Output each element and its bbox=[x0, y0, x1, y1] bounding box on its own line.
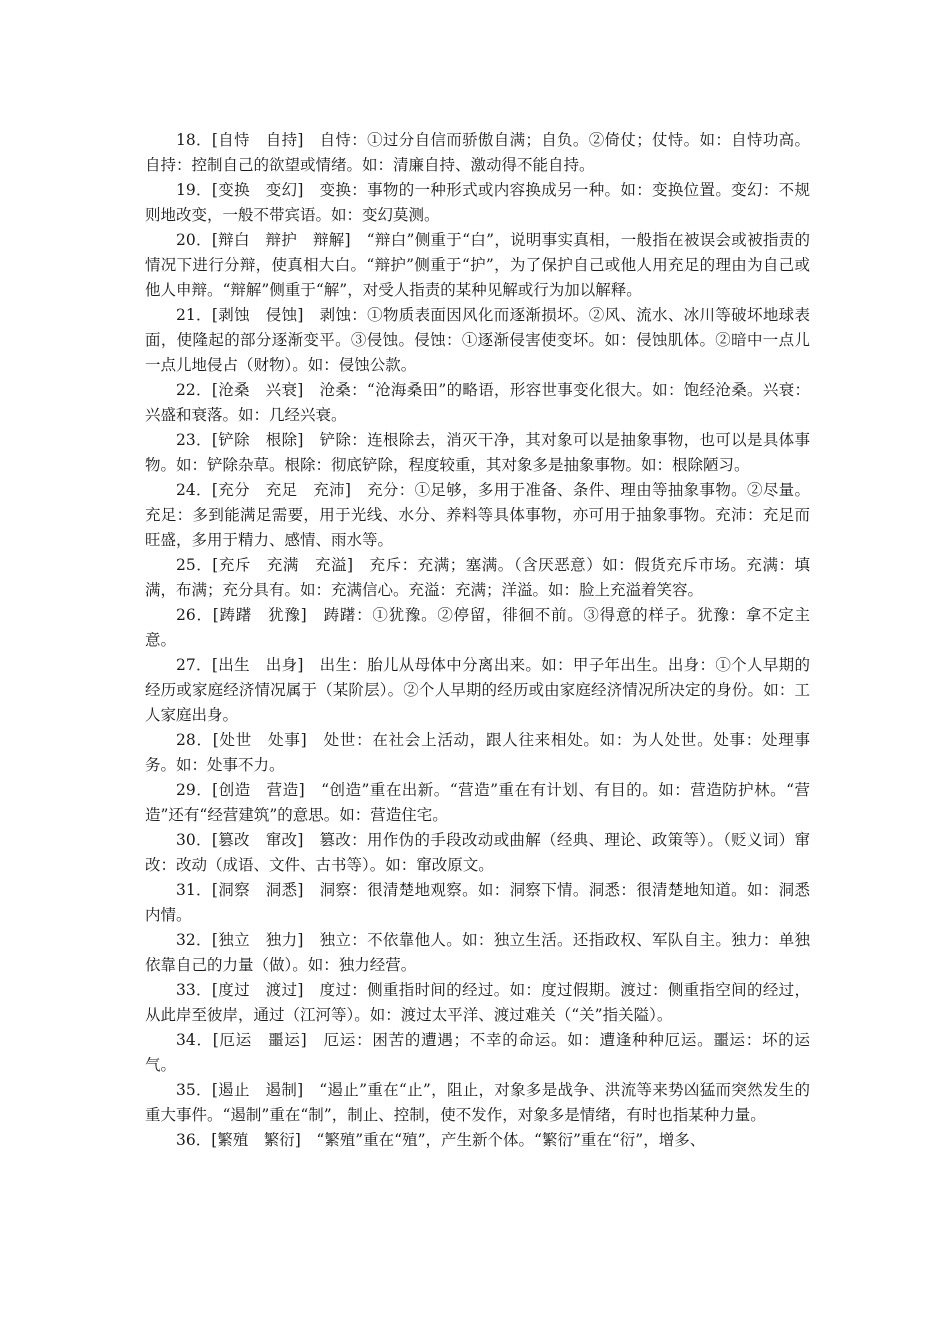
entry-33: 33．[度过 渡过] 度过：侧重指时间的经过。如：度过假期。渡过：侧重指空间的经过，从此岸至彼岸，通过（江河等）。如：渡过太平洋、渡过难关（“关”指关隘）。 bbox=[145, 981, 810, 1024]
entry-35: 35．[遏止 遏制] “遏止”重在“止”，阻止，对象多是战争、洪流等来势凶猛而突然发生的重大事件。“遏制”重在“制”，制止、控制，使不发作，对象多是情绪，有时也指某种力量。 bbox=[145, 1081, 810, 1124]
entry-27: 27．[出生 出身] 出生：胎儿从母体中分离出来。如：甲子年出生。出身：①个人早期的经历或家庭经济情况属于（某阶层）。②个人早期的经历或由家庭经济情况所决定的身份。如：工人家庭出身。 bbox=[145, 656, 810, 724]
entry-31: 31．[洞察 洞悉] 洞察：很清楚地观察。如：洞察下情。洞悉：很清楚地知道。如：洞悉内情。 bbox=[145, 881, 810, 924]
entry-23: 23．[铲除 根除] 铲除：连根除去，消灭干净，其对象可以是抽象事物，也可以是具体事物。如：铲除杂草。根除：彻底铲除，程度较重，其对象多是抽象事物。如：根除陋习。 bbox=[145, 431, 810, 474]
entry-25: 25．[充斥 充满 充溢] 充斥：充满；塞满。（含厌恶意）如：假货充斥市场。充满：填满，布满；充分具有。如：充满信心。充溢：充满；洋溢。如：脸上充溢着笑容。 bbox=[145, 556, 810, 599]
entry-26: 26．[踌躇 犹豫] 踌躇：①犹豫。②停留，徘徊不前。③得意的样子。犹豫：拿不定主意。 bbox=[145, 606, 810, 649]
entry-34: 34．[厄运 噩运] 厄运：困苦的遭遇；不幸的命运。如：遭逢种种厄运。噩运：坏的运气。 bbox=[145, 1031, 810, 1074]
entry-21: 21．[剥蚀 侵蚀] 剥蚀：①物质表面因风化而逐渐损坏。②风、流水、冰川等破坏地球表面，使隆起的部分逐渐变平。③侵蚀。侵蚀：①逐渐侵害使变坏。如：侵蚀肌体。②暗中一点儿一点儿地侵占（财物）。如：侵蚀公款。 bbox=[145, 306, 810, 374]
document-body bbox=[145, 128, 810, 1153]
entry-20: 20．[辩白 辩护 辩解] “辩白”侧重于“白”，说明事实真相，一般指在被误会或被指责的情况下进行分辩，使真相大白。“辩护”侧重于“护”，为了保护自己或他人用充足的理由为自己或他人申辩。“辩解”侧重于“解”，对受人指责的某种见解或行为加以解释。 bbox=[145, 231, 810, 299]
entry-28: 28．[处世 处事] 处世：在社会上活动，跟人往来相处。如：为人处世。处事：处理事务。如：处事不力。 bbox=[145, 731, 810, 774]
entry-18: 18．[自恃 自持] 自恃：①过分自信而骄傲自满；自负。②倚仗；仗恃。如：自恃功高。自持：控制自己的欲望或情绪。如：清廉自持、激动得不能自持。 bbox=[145, 131, 810, 174]
entry-30: 30．[篡改 窜改] 篡改：用作伪的手段改动或曲解（经典、理论、政策等）。（贬义词）窜改：改动（成语、文件、古书等）。如：窜改原文。 bbox=[145, 831, 810, 874]
entry-32: 32．[独立 独力] 独立：不依靠他人。如：独立生活。还指政权、军队自主。独力：单独依靠自己的力量（做）。如：独力经营。 bbox=[145, 931, 810, 974]
entry-29: 29．[创造 营造] “创造”重在出新。“营造”重在有计划、有目的。如：营造防护林。“营造”还有“经营建筑”的意思。如：营造住宅。 bbox=[145, 781, 810, 824]
entry-19: 19．[变换 变幻] 变换：事物的一种形式或内容换成另一种。如：变换位置。变幻：不规则地改变，一般不带宾语。如：变幻莫测。 bbox=[145, 181, 810, 224]
entry-36: 36．[繁殖 繁衍] “繁殖”重在“殖”，产生新个体。“繁衍”重在“衍”，增多、 bbox=[176, 1131, 706, 1149]
entry-22: 22．[沧桑 兴衰] 沧桑：“沧海桑田”的略语，形容世事变化很大。如：饱经沧桑。兴衰：兴盛和衰落。如：几经兴衰。 bbox=[145, 381, 810, 424]
entry-24: 24．[充分 充足 充沛] 充分：①足够，多用于准备、条件、理由等抽象事物。②尽量。充足：多到能满足需要，用于光线、水分、养料等具体事物，亦可用于抽象事物。充沛：充足而旺盛，多用于精力、感情、雨水等。 bbox=[145, 481, 810, 549]
